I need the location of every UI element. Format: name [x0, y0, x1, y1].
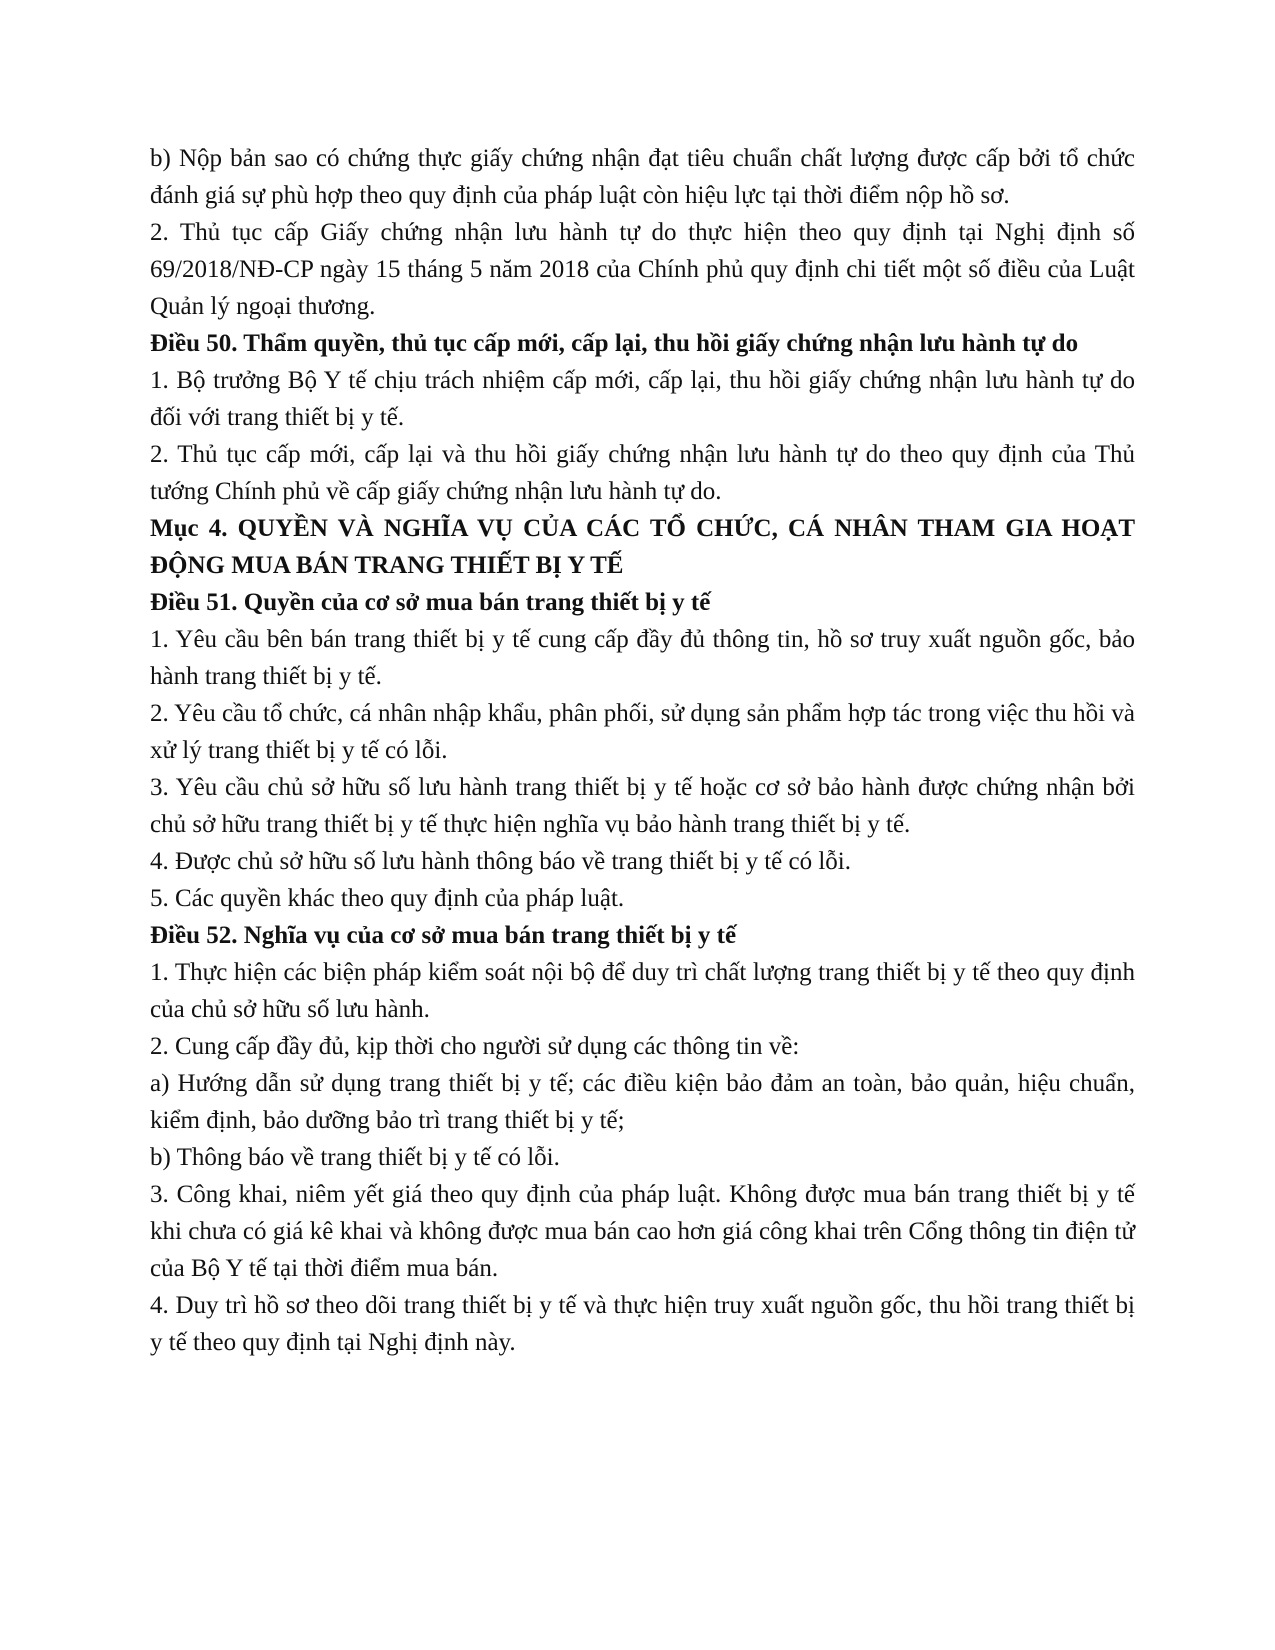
paragraph-1b-submit-copy: b) Nộp bản sao có chứng thực giấy chứng nhận đạt tiêu chuẩn chất lượng được cấp bởi tổ chức đánh giá sự phù hợp theo quy định của pháp luật còn hiệu lực tại thời điểm nộp hồ sơ. — [150, 145, 1135, 209]
paragraph-2-free-sale-procedure: 2. Thủ tục cấp Giấy chứng nhận lưu hành tự do thực hiện theo quy định tại Nghị định số 69/2018/NĐ-CP ngày 15 tháng 5 năm 2018 của Chính phủ quy định chi tiết một số điều của Luật Quản lý ngoại thương. — [150, 219, 1135, 320]
heading-article-52: Điều 52. Nghĩa vụ của cơ sở mua bán trang thiết bị y tế — [150, 922, 737, 949]
paragraph-52-3: 3. Công khai, niêm yết giá theo quy định của pháp luật. Không được mua bán trang thiết bị y tế khi chưa có giá kê khai và không được mua bán cao hơn giá công khai trên Cổng thông tin điện tử của Bộ Y tế tại thời điểm mua bán. — [150, 1181, 1135, 1282]
heading-article-50: Điều 50. Thẩm quyền, thủ tục cấp mới, cấp lại, thu hồi giấy chứng nhận lưu hành tự do — [150, 330, 1079, 357]
paragraph-52-2b: b) Thông báo về trang thiết bị y tế có lỗi. — [150, 1144, 560, 1171]
paragraph-50-1: 1. Bộ trưởng Bộ Y tế chịu trách nhiệm cấp mới, cấp lại, thu hồi giấy chứng nhận lưu hành tự do đối với trang thiết bị y tế. — [150, 367, 1135, 431]
paragraph-51-1: 1. Yêu cầu bên bán trang thiết bị y tế cung cấp đầy đủ thông tin, hồ sơ truy xuất nguồn gốc, bảo hành trang thiết bị y tế. — [150, 626, 1135, 690]
paragraph-51-4: 4. Được chủ sở hữu số lưu hành thông báo về trang thiết bị y tế có lỗi. — [150, 848, 852, 875]
document-body — [150, 140, 1135, 1361]
heading-section-4: Mục 4. QUYỀN VÀ NGHĨA VỤ CỦA CÁC TỔ CHỨC, CÁ NHÂN THAM GIA HOẠT ĐỘNG MUA BÁN TRANG THIẾT BỊ Y TẾ — [150, 515, 1135, 579]
paragraph-50-2: 2. Thủ tục cấp mới, cấp lại và thu hồi giấy chứng nhận lưu hành tự do theo quy định của Thủ tướng Chính phủ về cấp giấy chứng nhận lưu hành tự do. — [150, 441, 1135, 505]
paragraph-52-1: 1. Thực hiện các biện pháp kiểm soát nội bộ để duy trì chất lượng trang thiết bị y tế theo quy định của chủ sở hữu số lưu hành. — [150, 959, 1135, 1023]
paragraph-51-3: 3. Yêu cầu chủ sở hữu số lưu hành trang thiết bị y tế hoặc cơ sở bảo hành được chứng nhận bởi chủ sở hữu trang thiết bị y tế thực hiện nghĩa vụ bảo hành trang thiết bị y tế. — [150, 774, 1135, 838]
paragraph-51-2: 2. Yêu cầu tổ chức, cá nhân nhập khẩu, phân phối, sử dụng sản phẩm hợp tác trong việc thu hồi và xử lý trang thiết bị y tế có lỗi. — [150, 700, 1135, 764]
heading-article-51: Điều 51. Quyền của cơ sở mua bán trang thiết bị y tế — [150, 589, 711, 616]
paragraph-52-4: 4. Duy trì hồ sơ theo dõi trang thiết bị y tế và thực hiện truy xuất nguồn gốc, thu hồi trang thiết bị y tế theo quy định tại Nghị định này. — [150, 1292, 1135, 1356]
paragraph-51-5: 5. Các quyền khác theo quy định của pháp luật. — [150, 885, 625, 912]
paragraph-52-2: 2. Cung cấp đầy đủ, kịp thời cho người sử dụng các thông tin về: — [150, 1033, 800, 1060]
paragraph-52-2a: a) Hướng dẫn sử dụng trang thiết bị y tế; các điều kiện bảo đảm an toàn, bảo quản, hiệu chuẩn, kiểm định, bảo dưỡng bảo trì trang thiết bị y tế; — [150, 1070, 1135, 1134]
